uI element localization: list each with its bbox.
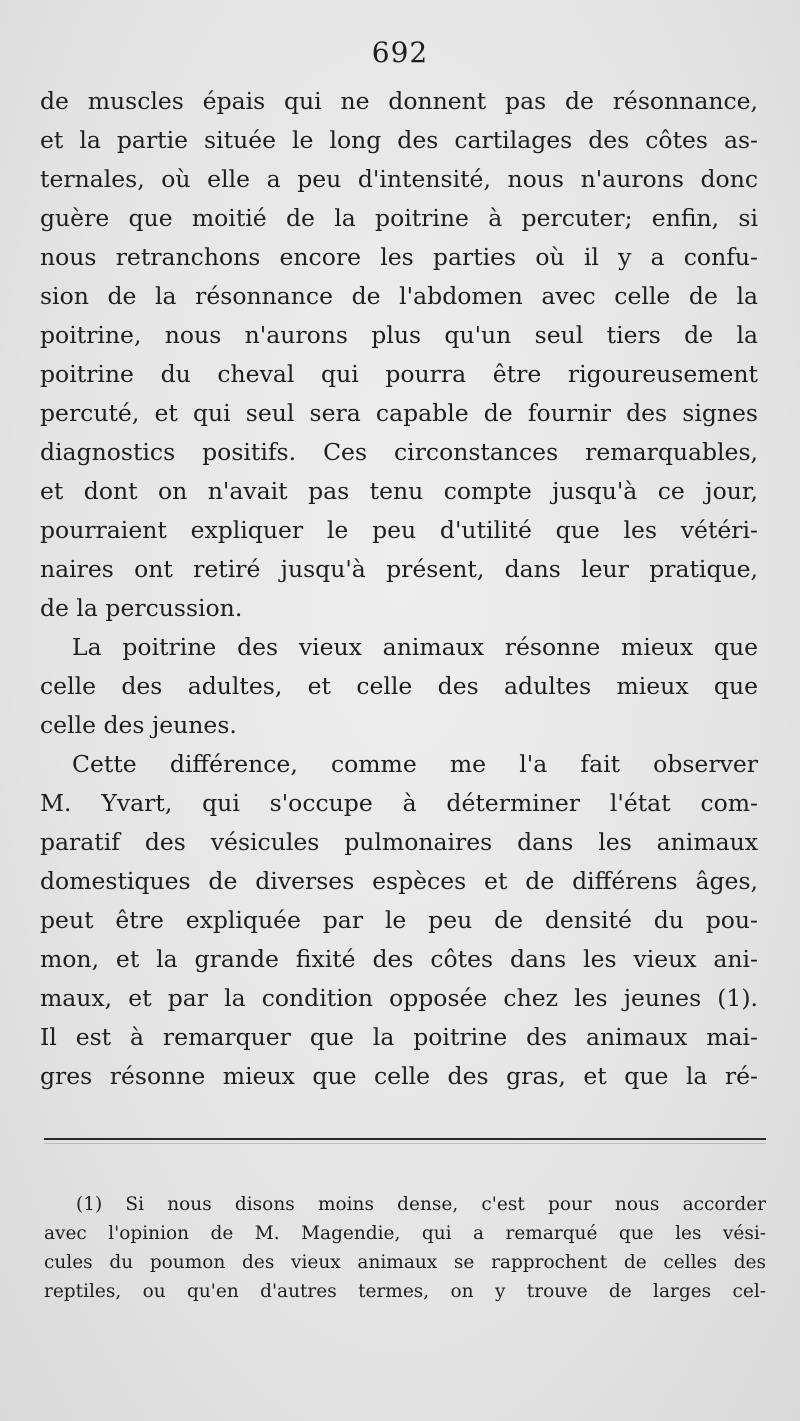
body-line: naires ont retiré jusqu'à présent, dans leur pratique, bbox=[40, 555, 758, 583]
body-line: et la partie située le long des cartilages des côtes as- bbox=[40, 126, 758, 154]
body-line: et dont on n'avait pas tenu compte jusqu'à ce jour, bbox=[40, 477, 758, 505]
body-line: mon, et la grande fixité des côtes dans les vieux ani- bbox=[40, 945, 758, 973]
footnote-divider bbox=[44, 1138, 766, 1140]
footnote-line: (1) Si nous disons moins dense, c'est pour nous accorder bbox=[76, 1194, 766, 1215]
footnote-divider-shadow bbox=[44, 1143, 766, 1144]
body-line: maux, et par la condition opposée chez les jeunes (1). bbox=[40, 984, 758, 1012]
footnote-line: cules du poumon des vieux animaux se rapprochent de celles des bbox=[44, 1252, 766, 1273]
paragraph-start-line: Cette différence, comme me l'a fait observer bbox=[72, 750, 758, 778]
body-line: ternales, où elle a peu d'intensité, nous n'aurons donc bbox=[40, 165, 758, 193]
body-line: paratif des vésicules pulmonaires dans les animaux bbox=[40, 828, 758, 856]
footnote-line: reptiles, ou qu'en d'autres termes, on y trouve de larges cel- bbox=[44, 1281, 766, 1302]
body-line: Il est à remarquer que la poitrine des animaux mai- bbox=[40, 1023, 758, 1051]
body-text bbox=[40, 82, 758, 1096]
body-line: M. Yvart, qui s'occupe à déterminer l'état com- bbox=[40, 789, 758, 817]
body-line: sion de la résonnance de l'abdomen avec celle de la bbox=[40, 282, 758, 310]
body-line: domestiques de diverses espèces et de différens âges, bbox=[40, 867, 758, 895]
body-line: celle des jeunes. bbox=[40, 711, 237, 739]
footnote-line: avec l'opinion de M. Magendie, qui a remarqué que les vési- bbox=[44, 1223, 766, 1244]
body-line: de la percussion. bbox=[40, 594, 243, 622]
footnote bbox=[44, 1190, 766, 1306]
body-line: pourraient expliquer le peu d'utilité que les vétéri- bbox=[40, 516, 758, 544]
body-line: de muscles épais qui ne donnent pas de résonnance, bbox=[40, 87, 758, 115]
body-line: poitrine, nous n'aurons plus qu'un seul tiers de la bbox=[40, 321, 758, 349]
body-line: diagnostics positifs. Ces circonstances remarquables, bbox=[40, 438, 758, 466]
paragraph-start-line: La poitrine des vieux animaux résonne mieux que bbox=[72, 633, 758, 661]
body-line: celle des adultes, et celle des adultes mieux que bbox=[40, 672, 758, 700]
body-line: guère que moitié de la poitrine à percuter; enfin, si bbox=[40, 204, 758, 232]
body-line: peut être expliquée par le peu de densité du pou- bbox=[40, 906, 758, 934]
body-line: percuté, et qui seul sera capable de fournir des signes bbox=[40, 399, 758, 427]
body-line: gres résonne mieux que celle des gras, et que la ré- bbox=[40, 1062, 758, 1090]
page-number: 692 bbox=[371, 36, 429, 69]
body-line: poitrine du cheval qui pourra être rigoureusement bbox=[40, 360, 758, 388]
body-line: nous retranchons encore les parties où il y a confu- bbox=[40, 243, 758, 271]
